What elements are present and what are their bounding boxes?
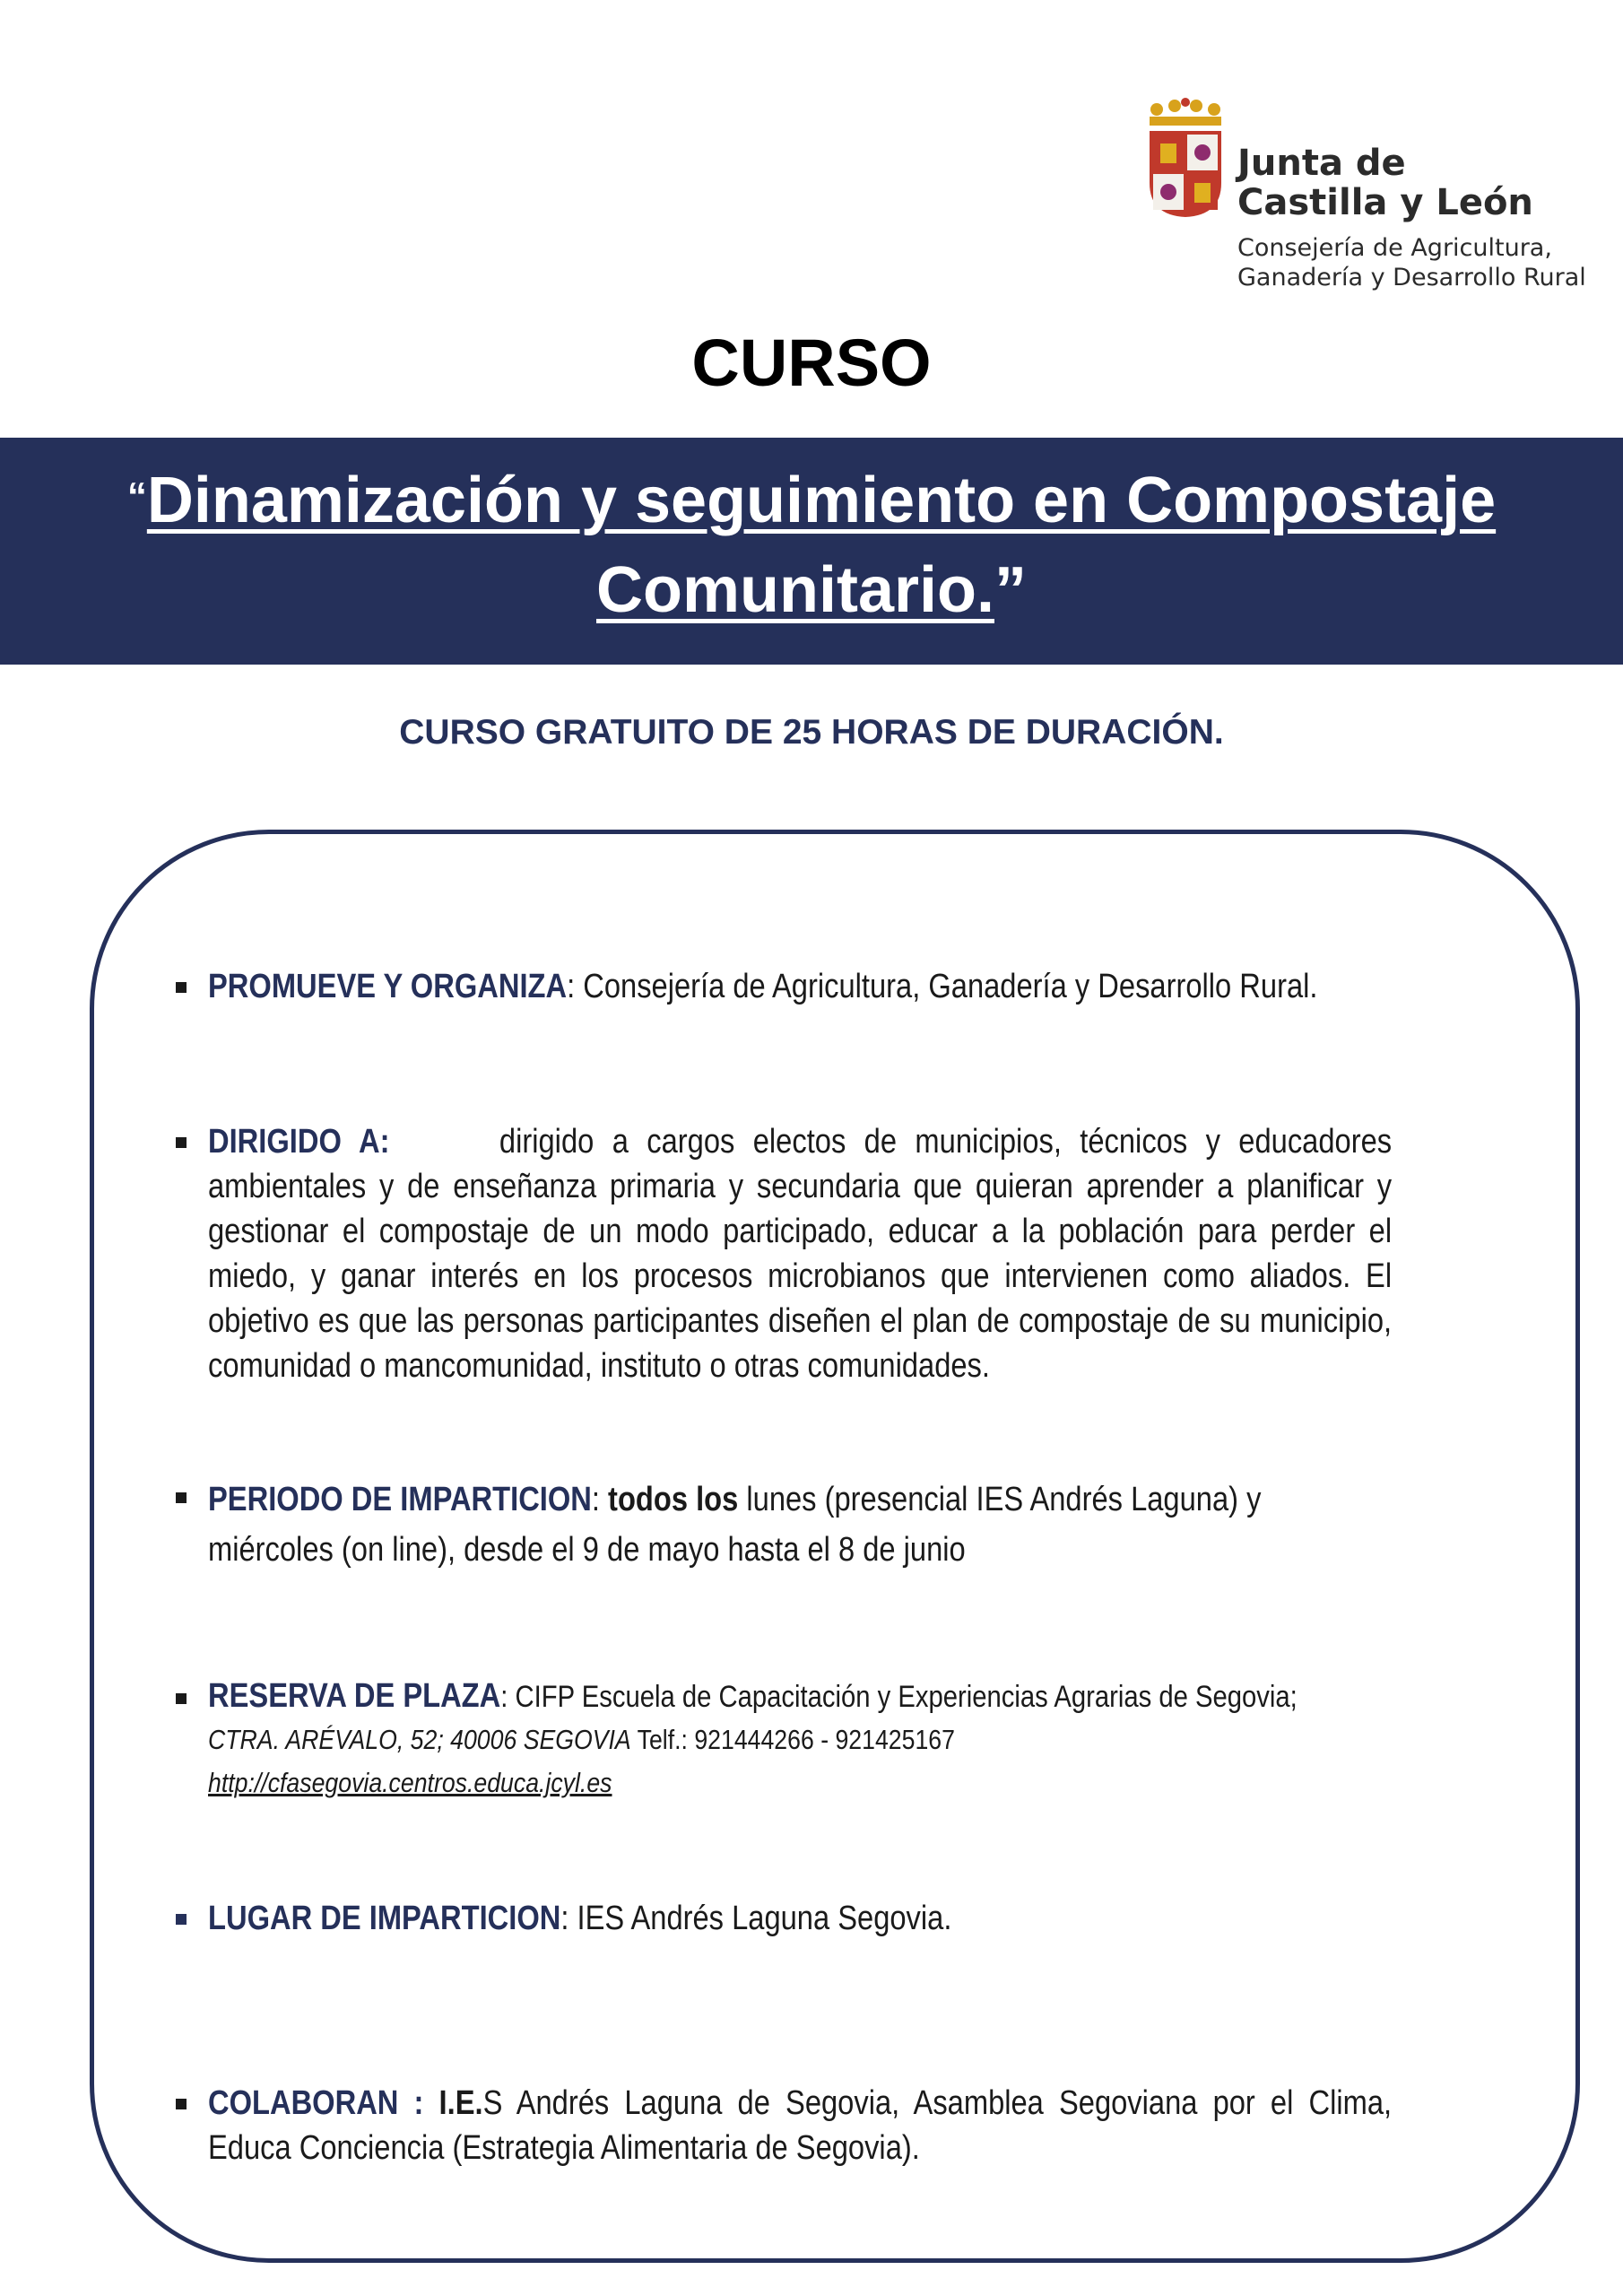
lugar-text: : IES Andrés Laguna Segovia. [560,1900,952,1937]
periodo-text: lunes (presencial IES Andrés Laguna) y miércoles (on line), desde el 9 de mayo hasta el 8 de junio [208,1481,1262,1569]
logo-subtitle-line1: Consejería de Agricultura, [1237,234,1552,262]
quote-open: “ [126,474,147,518]
course-title-line2: Comunitario. [596,554,994,626]
list-item-reserva [176,1675,1431,1804]
promueve-label: PROMUEVE Y ORGANIZA [208,968,568,1005]
periodo-colon: : [591,1481,609,1518]
quote-close: ” [994,554,1027,626]
coat-of-arms-icon [1148,129,1223,219]
reserva-text: : CIFP Escuela de Capacitación y Experiencias Agrarias de Segovia; [500,1680,1298,1714]
colaboran-text: S Andrés Laguna de Segovia, Asamblea Segoviana por el Clima, Educa Conciencia (Estrategia Alimentaria de Segovia). [208,2084,1393,2167]
logo-subtitle-line2: Ganadería y Desarrollo Rural [1237,264,1586,291]
reserva-phone: Telf.: 921444266 - 921425167 [630,1724,955,1755]
reserva-address: CTRA. ARÉVALO, 52; 40006 SEGOVIA [208,1724,631,1755]
list-item-promueve [176,964,1431,1009]
dirigido-text: dirigido a cargos electos de municipios, técnicos y educadores ambientales y de enseñanza primaria y secundaria que quieran aprender a planificar y gestionar el compostaje de un modo participado, educar a la población para perder el miedo, y ganar interés en los procesos microbianos que intervienen como aliados. El objetivo es que las personas participantes diseñen el plan de compostaje de su municipio, comunidad o mancomunidad, instituto o otras comunidades. [208,1123,1393,1385]
bullet-icon [176,982,187,993]
list-item-dirigido [176,1119,1431,1388]
junta-logo [1148,97,1596,303]
logo-title-line1: Junta de [1237,143,1406,184]
bullet-icon [176,1693,187,1704]
course-title-line1: Dinamización y seguimiento en Compostaje [146,465,1497,536]
reserva-label: RESERVA DE PLAZA [208,1677,501,1715]
dirigido-label: DIRIGIDO A: [208,1123,390,1161]
colaboran-bold: I.E. [438,2084,483,2122]
list-item-lugar [176,1896,1431,1941]
periodo-label: PERIODO DE IMPARTICION [208,1481,592,1518]
logo-title [1237,144,1533,222]
reserva-url-link[interactable]: http://cfasegovia.centros.educa.jcyl.es [208,1767,612,1798]
crown-icon [1148,97,1223,129]
title-banner [0,438,1623,665]
bullet-icon [176,1137,187,1148]
bullet-icon [176,1914,187,1925]
course-title [54,452,1569,635]
list-item-colaboran [176,2081,1431,2170]
bullet-icon [176,1492,187,1503]
curso-heading: CURSO [691,326,932,400]
course-subtitle: CURSO GRATUITO DE 25 HORAS DE DURACIÓN. [399,713,1224,752]
promueve-text: : Consejería de Agricultura, Ganadería y Desarrollo Rural. [567,968,1318,1005]
bullet-icon [176,2099,187,2109]
logo-title-line2: Castilla y León [1237,182,1533,223]
lugar-label: LUGAR DE IMPARTICION [208,1900,561,1937]
periodo-bold: todos los [608,1481,739,1518]
list-item-periodo [176,1474,1431,1575]
logo-subtitle [1237,233,1586,292]
colaboran-label: COLABORAN : [208,2084,439,2122]
